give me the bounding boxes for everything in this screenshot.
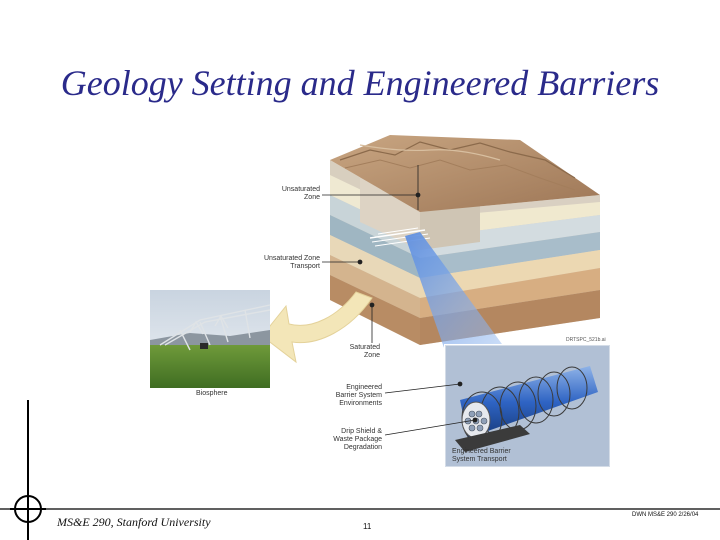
label-unsaturated-zone: Unsaturated Zone	[281, 186, 320, 201]
label-ebs-environments: Engineered Barrier System Environments	[335, 384, 382, 407]
footer-author-date: DWN MS&E 290 2/26/04	[632, 512, 699, 518]
label-ebs-transport: Engineered Barrier System Transport	[452, 448, 511, 463]
biosphere-photo	[150, 290, 270, 388]
footer-course: MS&E 290, Stanford University	[57, 515, 211, 529]
label-figure-code: DRTSPC_521b.ai	[566, 337, 606, 343]
label-unsaturated-zone-transport: Unsaturated Zone Transport	[263, 255, 320, 270]
label-drip-shield: Drip Shield & Waste Package Degradation	[333, 428, 382, 451]
slide-title: Geology Setting and Engineered Barriers	[60, 63, 660, 103]
label-saturated-zone: Saturated Zone	[349, 344, 380, 359]
page-number: 11	[363, 522, 372, 531]
label-biosphere: Biosphere	[196, 390, 228, 397]
